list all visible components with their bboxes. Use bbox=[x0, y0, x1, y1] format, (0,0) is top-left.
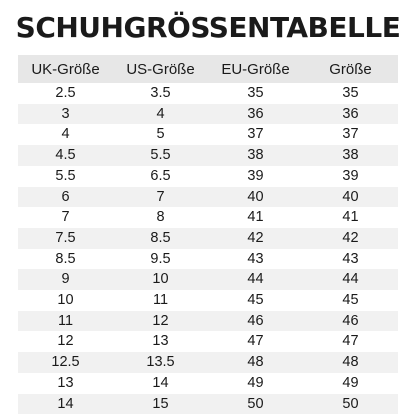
size-cell: 40 bbox=[303, 187, 398, 208]
size-cell: 38 bbox=[303, 145, 398, 166]
table-row bbox=[18, 124, 398, 145]
column-header-uk-size: UK-Größe bbox=[18, 55, 113, 83]
table-row bbox=[18, 290, 398, 311]
uk-size-cell: 8.5 bbox=[18, 249, 113, 270]
size-cell: 47 bbox=[303, 331, 398, 352]
table-row bbox=[18, 373, 398, 394]
uk-size-cell: 12.5 bbox=[18, 352, 113, 373]
size-cell: 35 bbox=[303, 83, 398, 104]
eu-size-cell: 49 bbox=[208, 373, 303, 394]
table-row bbox=[18, 352, 398, 373]
size-cell: 49 bbox=[303, 373, 398, 394]
us-size-cell: 6.5 bbox=[113, 166, 208, 187]
eu-size-cell: 36 bbox=[208, 104, 303, 125]
eu-size-cell: 41 bbox=[208, 207, 303, 228]
size-cell: 36 bbox=[303, 104, 398, 125]
us-size-cell: 12 bbox=[113, 311, 208, 332]
us-size-cell: 5 bbox=[113, 124, 208, 145]
column-header-size: Größe bbox=[303, 55, 398, 83]
size-cell: 37 bbox=[303, 124, 398, 145]
size-cell: 46 bbox=[303, 311, 398, 332]
size-cell: 50 bbox=[303, 394, 398, 415]
uk-size-cell: 3 bbox=[18, 104, 113, 125]
table-row bbox=[18, 145, 398, 166]
size-cell: 41 bbox=[303, 207, 398, 228]
us-size-cell: 13 bbox=[113, 331, 208, 352]
shoe-size-table bbox=[18, 55, 398, 414]
us-size-cell: 9.5 bbox=[113, 249, 208, 270]
us-size-cell: 8 bbox=[113, 207, 208, 228]
size-cell: 48 bbox=[303, 352, 398, 373]
uk-size-cell: 11 bbox=[18, 311, 113, 332]
uk-size-cell: 14 bbox=[18, 394, 113, 415]
uk-size-cell: 7 bbox=[18, 207, 113, 228]
table-row bbox=[18, 269, 398, 290]
uk-size-cell: 4.5 bbox=[18, 145, 113, 166]
table-row bbox=[18, 331, 398, 352]
size-cell: 45 bbox=[303, 290, 398, 311]
table-body bbox=[18, 83, 398, 414]
us-size-cell: 4 bbox=[113, 104, 208, 125]
table-row bbox=[18, 249, 398, 270]
eu-size-cell: 46 bbox=[208, 311, 303, 332]
uk-size-cell: 12 bbox=[18, 331, 113, 352]
eu-size-cell: 39 bbox=[208, 166, 303, 187]
eu-size-cell: 50 bbox=[208, 394, 303, 415]
us-size-cell: 15 bbox=[113, 394, 208, 415]
eu-size-cell: 38 bbox=[208, 145, 303, 166]
us-size-cell: 3.5 bbox=[113, 83, 208, 104]
us-size-cell: 10 bbox=[113, 269, 208, 290]
size-cell: 39 bbox=[303, 166, 398, 187]
uk-size-cell: 4 bbox=[18, 124, 113, 145]
size-cell: 43 bbox=[303, 249, 398, 270]
us-size-cell: 14 bbox=[113, 373, 208, 394]
uk-size-cell: 13 bbox=[18, 373, 113, 394]
eu-size-cell: 40 bbox=[208, 187, 303, 208]
table-row bbox=[18, 187, 398, 208]
eu-size-cell: 35 bbox=[208, 83, 303, 104]
us-size-cell: 11 bbox=[113, 290, 208, 311]
table-row bbox=[18, 104, 398, 125]
table-header-row bbox=[18, 55, 398, 83]
uk-size-cell: 5.5 bbox=[18, 166, 113, 187]
table-row bbox=[18, 166, 398, 187]
eu-size-cell: 47 bbox=[208, 331, 303, 352]
us-size-cell: 8.5 bbox=[113, 228, 208, 249]
table-row bbox=[18, 311, 398, 332]
us-size-cell: 7 bbox=[113, 187, 208, 208]
table-row bbox=[18, 207, 398, 228]
eu-size-cell: 44 bbox=[208, 269, 303, 290]
eu-size-cell: 45 bbox=[208, 290, 303, 311]
uk-size-cell: 9 bbox=[18, 269, 113, 290]
table-row bbox=[18, 228, 398, 249]
uk-size-cell: 7.5 bbox=[18, 228, 113, 249]
size-cell: 44 bbox=[303, 269, 398, 290]
eu-size-cell: 37 bbox=[208, 124, 303, 145]
page-title: SCHUHGRÖSSENTABELLE bbox=[15, 11, 401, 44]
table-row bbox=[18, 394, 398, 415]
size-cell: 42 bbox=[303, 228, 398, 249]
uk-size-cell: 2.5 bbox=[18, 83, 113, 104]
eu-size-cell: 43 bbox=[208, 249, 303, 270]
uk-size-cell: 6 bbox=[18, 187, 113, 208]
us-size-cell: 13.5 bbox=[113, 352, 208, 373]
column-header-us-size: US-Größe bbox=[113, 55, 208, 83]
us-size-cell: 5.5 bbox=[113, 145, 208, 166]
column-header-eu-size: EU-Größe bbox=[208, 55, 303, 83]
eu-size-cell: 48 bbox=[208, 352, 303, 373]
uk-size-cell: 10 bbox=[18, 290, 113, 311]
eu-size-cell: 42 bbox=[208, 228, 303, 249]
table-row bbox=[18, 83, 398, 104]
